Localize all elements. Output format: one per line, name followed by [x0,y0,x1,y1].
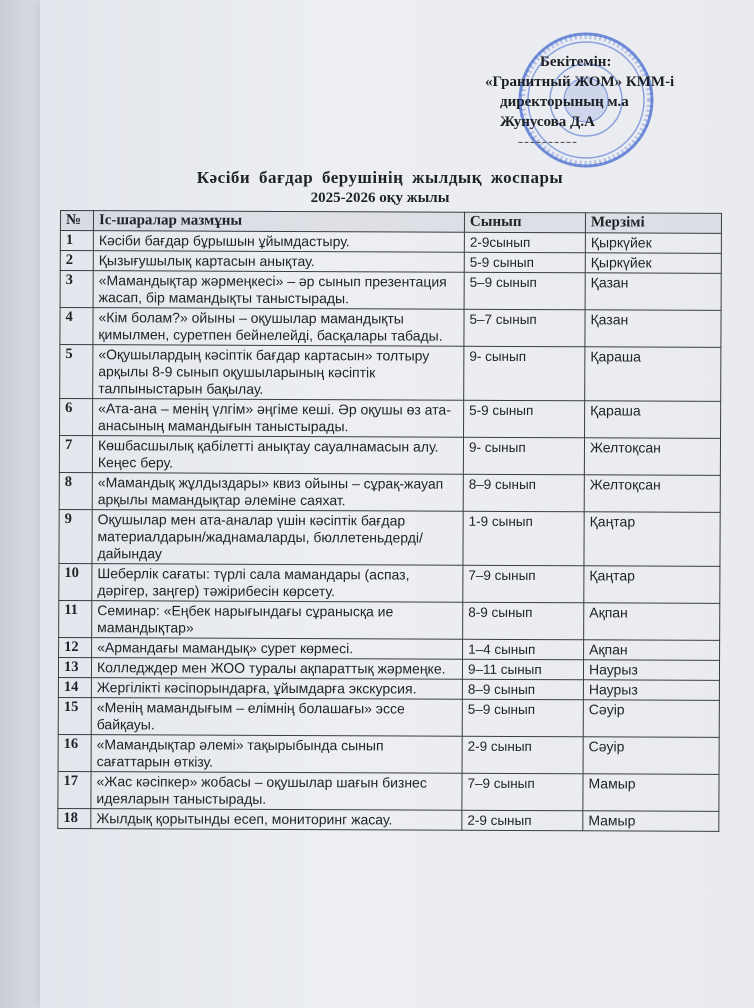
table-row [58,771,719,811]
header-grade: Сынып [464,212,585,233]
row-number: 1 [60,231,93,251]
row-content: «Кім болам?» ойыны – оқушылар мамандықты қимылмен, суретпен бейнелейді, басқалары табады. [93,308,464,347]
row-number: 11 [59,600,92,637]
row-number: 17 [58,771,91,808]
table-row [59,509,720,566]
row-term: Қыркүйек [585,253,721,274]
approval-position: директорының м.а [500,94,629,110]
table-row [60,399,721,439]
row-grade: 5–9 сынып [464,272,585,310]
table-row [59,563,720,603]
row-grade: 2-9сынып [464,232,585,253]
row-number: 18 [58,808,91,828]
row-content: Оқушылар мен ата-аналар үшін кәсіптік бағдар материалдарын/жаднамаларды, бюллетеньдерді/ дайындау [92,510,463,566]
row-grade: 7–9 сынып [462,773,583,811]
row-term: Сәуір [583,700,719,738]
row-grade: 8–9 сынып [462,679,583,700]
row-content: «Жас кәсіпкер» жобасы – оқушылар шағын бизнес идеяларын таныстырады. [91,772,462,811]
row-term: Қаңтар [584,512,720,567]
row-grade: 1-9 сынып [463,511,584,566]
row-content: «Мамандық жұлдыздары» квиз ойыны – сұрақ-жауап арқылы мамандықтар әлеміне саяхат. [92,473,463,512]
row-term: Қазан [585,273,721,311]
row-term: Қараша [585,401,721,439]
row-grade: 9- сынып [463,437,584,475]
row-number: 7 [59,436,92,473]
row-term: Қазан [585,310,721,348]
row-content: «Армандағы мамандық» сурет көрмесі. [92,638,463,660]
row-grade: 5–7 сынып [464,309,585,347]
row-term: Наурыз [583,680,719,701]
row-grade: 7–9 сынып [463,565,584,603]
row-grade: 9–11 сынып [462,659,583,680]
row-number: 15 [58,697,91,734]
approval-label: Бекітемін: [540,54,612,70]
header-content: Іс-шаралар мазмұны [93,211,464,233]
table-row [60,271,721,311]
row-grade: 5–9 сынып [462,699,583,737]
row-grade: 8–9 сынып [463,474,584,512]
row-number: 14 [58,677,91,697]
row-number: 4 [60,308,93,345]
table-row [58,808,719,831]
row-term: Желтоқсан [584,475,720,513]
row-term: Ақпан [584,640,720,661]
table-row [59,472,720,512]
document-title [150,168,610,208]
row-content: «Ата-ана – менің үлгім» әңгіме кеші. Әр оқушы өз ата-анасының мамандығын таныстырады. [93,399,464,438]
approval-organization: «Гранитный ЖОМ» КММ-і [485,74,675,90]
row-term: Қаңтар [584,566,720,604]
row-content: Жылдық қорытынды есеп, мониторинг жасау. [91,809,462,831]
header-term: Мерзімі [585,213,721,234]
row-content: «Оқушылардың кәсіптік бағдар картасын» толтыру арқылы 8-9 сынып оқушыларының кәсіптік талпыныстарын бақылау. [93,345,464,401]
row-grade: 1–4 сынып [463,639,584,660]
row-content: Семинар: «Еңбек нарығындағы сұранысқа ие мамандықтар» [92,601,463,640]
row-term: Наурыз [583,660,719,681]
row-grade: 9- сынып [464,346,585,401]
row-term: Сәуір [583,737,719,775]
approval-signatory: Жунусова Д.А [500,114,595,130]
row-content: Колледждер мен ЖОО туралы ақпараттық жәрмеңке. [91,658,462,680]
table-row [58,734,719,774]
row-content: Шеберлік сағаты: түрлі сала мамандары (аспаз, дәрігер, заңгер) тәжірибесін көрсету. [92,564,463,603]
table-row [59,600,720,640]
table-row [59,436,720,476]
row-number: 16 [58,734,91,771]
row-grade: 5-9 сынып [464,252,585,273]
row-number: 2 [60,251,93,271]
row-content: «Мамандықтар әлемі» тақырыбында сынып сағаттарын өткізу. [91,735,462,774]
header-number: № [60,211,93,231]
row-number: 13 [58,657,91,677]
approval-block [480,52,710,152]
row-term: Қараша [585,347,721,402]
table-row [60,308,721,348]
row-content: Жергілікті кәсіпорындарға, ұйымдарға экскурсия. [91,678,462,700]
plan-table [57,210,722,832]
row-term: Мамыр [583,774,719,812]
row-number: 5 [60,345,93,399]
row-number: 10 [59,563,92,600]
row-content: Қызығушылық картасын анықтау. [93,251,464,273]
row-content: «Менің мамандығым – елімнің болашағы» эссе байқауы. [91,698,462,737]
table-row [58,697,719,737]
row-number: 8 [59,472,92,509]
row-content: Кәсіби бағдар бұрышын ұйымдастыру. [93,231,464,253]
row-grade: 5-9 сынып [464,400,585,438]
row-term: Желтоқсан [584,438,720,476]
approval-signature-line: ---------- [518,134,578,150]
row-grade: 2-9 сынып [462,736,583,774]
row-number: 9 [59,509,92,563]
row-number: 6 [60,399,93,436]
row-content: «Мамандықтар жәрмеңкесі» – әр сынып презентация жасап, бір мамандықты таныстырады. [93,271,464,310]
row-number: 3 [60,271,93,308]
title-line-1: Кәсіби бағдар берушінің жылдық жоспары [196,168,564,187]
row-term: Мамыр [583,811,719,832]
row-grade: 2-9 сынып [462,810,583,831]
table-row [60,345,721,402]
row-number: 12 [59,637,92,657]
row-grade: 8-9 сынып [463,602,584,640]
row-term: Қыркүйек [585,233,721,254]
title-line-2: 2025-2026 оқу жылы [310,190,450,206]
row-content: Көшбасшылық қабілетті анықтау сауалнамасын алу. Кеңес беру. [92,436,463,475]
row-term: Ақпан [584,603,720,641]
